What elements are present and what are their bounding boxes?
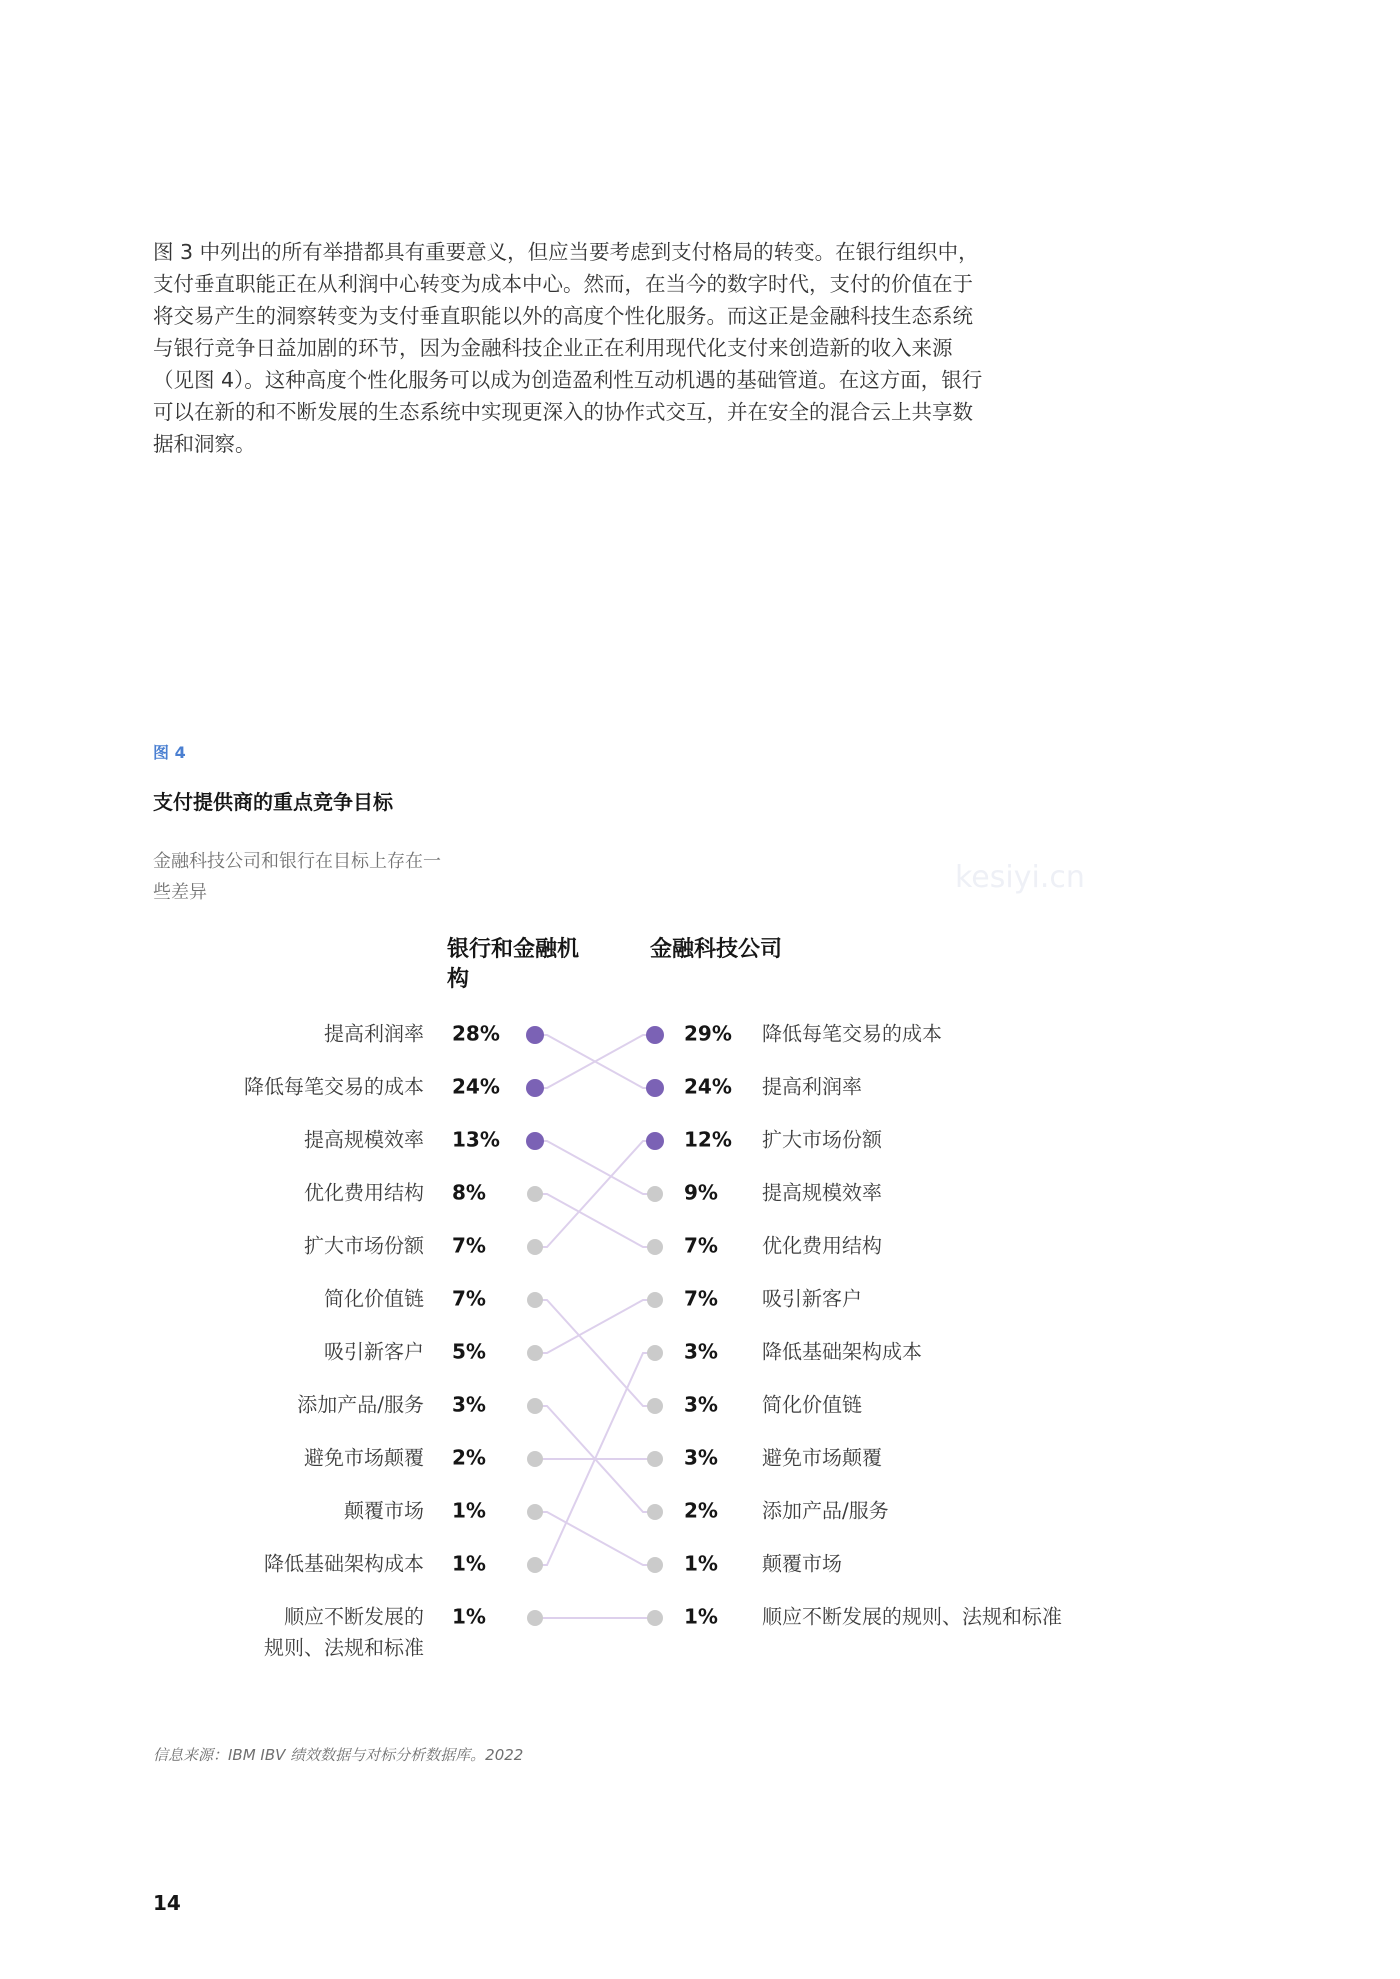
left-label: 降低基础架构成本 [264,1551,424,1576]
left-label: 添加产品/服务 [297,1392,424,1417]
right-label: 提高规模效率 [762,1180,882,1205]
left-label: 避免市场颠覆 [304,1445,424,1470]
right-value: 9% [684,1180,718,1205]
right-dot [647,1610,663,1626]
left-dot [527,1292,543,1308]
figure-subtitle: 金融科技公司和银行在目标上存在一些差异 [153,851,441,903]
right-value: 1% [684,1551,718,1576]
left-label: 提高利润率 [324,1021,424,1046]
right-value: 7% [684,1286,718,1311]
left-dot [526,1026,544,1044]
right-label: 降低基础架构成本 [762,1339,922,1364]
left-value: 24% [452,1074,500,1099]
connector-line [535,1035,655,1088]
left-dot [527,1239,543,1255]
right-dot [646,1132,664,1150]
right-label: 顺应不断发展的规则、法规和标准 [762,1604,1062,1629]
left-value: 7% [452,1286,486,1311]
connector-line [535,1512,655,1565]
right-dot [647,1451,663,1467]
right-column-header: 金融科技公司 [650,937,783,962]
left-column-header: 银行和金融机构 [447,937,580,992]
right-label: 扩大市场份额 [762,1127,882,1152]
left-label: 颠覆市场 [344,1498,424,1523]
left-value: 1% [452,1498,486,1523]
body-paragraph: 图 3 中列出的所有举措都具有重要意义，但应当要考虑到支付格局的转变。在银行组织中，支付垂直职能正在从利润中心转变为成本中心。然而，在当今的数字时代，支付的价值在于将交易产生的洞察转变为支付垂直职能以外的高度个性化服务。而这正是金融科技生态系统与银行竞争日益加剧的环节，因为金融科技企业正在利用现代化支付来创造新的收入来源（见图 4）。这种高度个性化服务可以成为创造盈利性互动机遇的基础管道。在这方面，银行可以在新的和不断发展的生态系统中实现更深入的协作式交互，并在安全的混合云上共享数据和洞察。 [153,240,983,456]
right-dot [646,1079,664,1097]
right-dot [647,1239,663,1255]
left-value: 28% [452,1021,500,1046]
left-value: 2% [452,1445,486,1470]
right-label: 简化价值链 [762,1392,862,1417]
page-number: 14 [153,1891,181,1915]
left-label: 降低每笔交易的成本 [244,1074,424,1099]
connector-line [535,1300,655,1406]
right-label: 颠覆市场 [762,1551,842,1576]
watermark: kesiyi.cn [955,860,1085,895]
left-value: 13% [452,1127,500,1152]
figure-label: 图 4 [153,743,186,762]
left-value: 7% [452,1233,486,1258]
right-label: 提高利润率 [762,1074,862,1099]
right-value: 12% [684,1127,732,1152]
left-value: 3% [452,1392,486,1417]
left-dot [527,1557,543,1573]
left-label: 吸引新客户 [324,1339,424,1364]
right-label: 优化费用结构 [762,1233,882,1258]
right-label: 避免市场颠覆 [762,1445,882,1470]
left-value: 1% [452,1604,486,1629]
right-dot [647,1398,663,1414]
left-dot [527,1451,543,1467]
right-value: 1% [684,1604,718,1629]
left-value: 8% [452,1180,486,1205]
right-label: 添加产品/服务 [762,1498,889,1523]
right-value: 3% [684,1392,718,1417]
left-value: 5% [452,1339,486,1364]
left-label: 规则、法规和标准 [264,1635,424,1660]
figure-title: 支付提供商的重点竞争目标 [153,790,393,814]
left-label: 简化价值链 [324,1286,424,1311]
right-value: 24% [684,1074,732,1099]
left-dot [526,1079,544,1097]
right-label: 吸引新客户 [762,1286,862,1311]
right-value: 7% [684,1233,718,1258]
right-dot [646,1026,664,1044]
right-dot [647,1345,663,1361]
right-value: 29% [684,1021,732,1046]
left-label: 优化费用结构 [304,1180,424,1205]
left-dot [527,1345,543,1361]
left-dot [527,1186,543,1202]
left-label: 顺应不断发展的 [284,1604,424,1629]
right-value: 3% [684,1445,718,1470]
right-dot [647,1504,663,1520]
right-value: 3% [684,1339,718,1364]
right-dot [647,1292,663,1308]
left-dot [527,1398,543,1414]
left-label: 提高规模效率 [304,1127,424,1152]
left-label: 扩大市场份额 [304,1233,424,1258]
left-dot [527,1610,543,1626]
left-dot [527,1504,543,1520]
connector-line [535,1141,655,1247]
right-dot [647,1557,663,1573]
left-value: 1% [452,1551,486,1576]
right-value: 2% [684,1498,718,1523]
right-dot [647,1186,663,1202]
right-label: 降低每笔交易的成本 [762,1021,942,1046]
left-dot [526,1132,544,1150]
source-note: 信息来源：IBM IBV 绩效数据与对标分析数据库。2022 [153,1746,524,1764]
